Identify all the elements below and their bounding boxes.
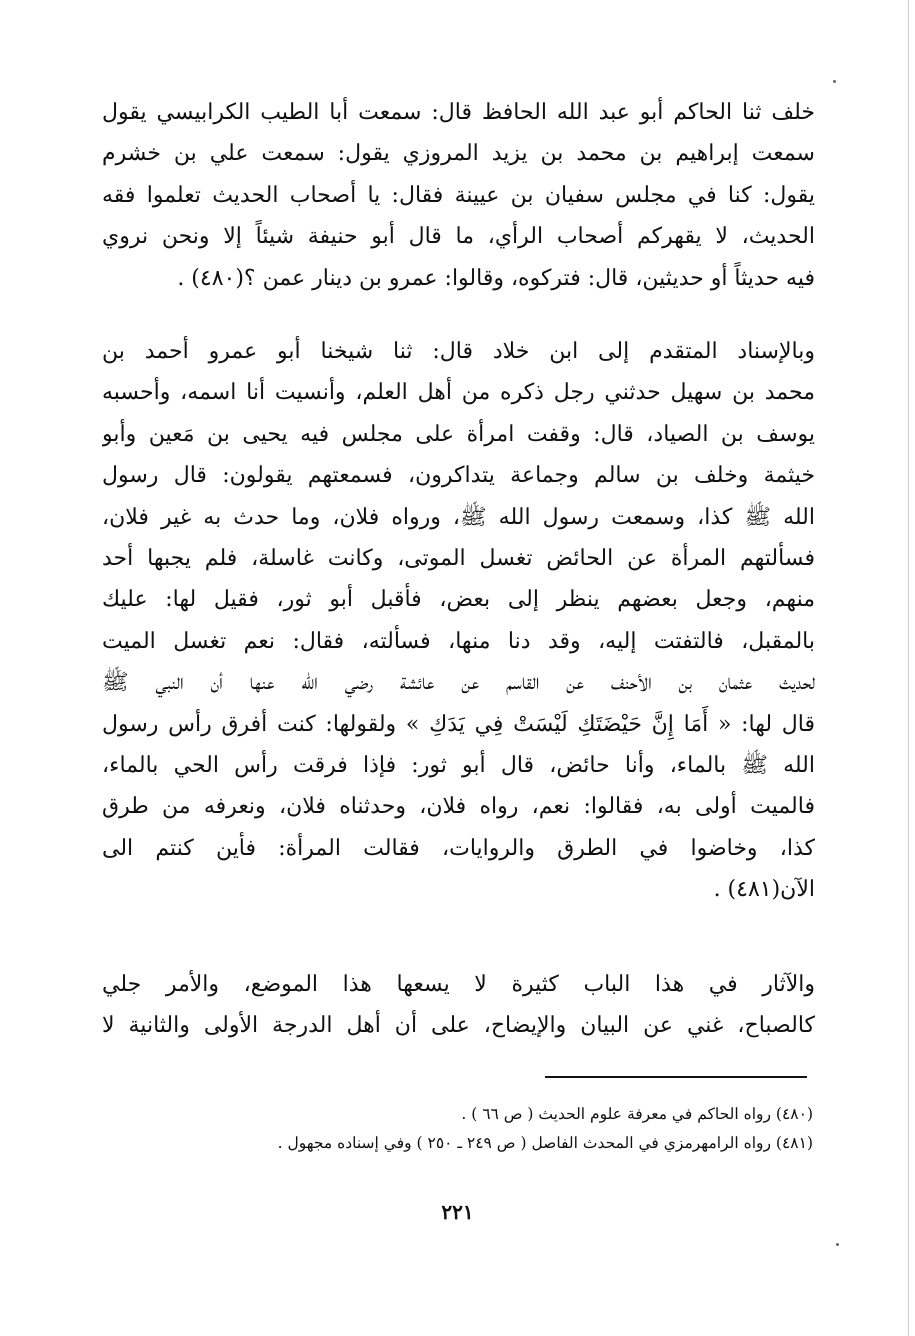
text-line: والآثار في هذا الباب كثيرة لا يسعها هذا الموضع، والأمر جلي [102,972,815,997]
page-number: ٢٢١ [441,1200,474,1224]
text-line: خيثمة وخلف بن سالم وجماعة يتداكرون، فسمعتهم يقولون: قال رسول [102,463,815,489]
paragraph-1 [102,92,815,299]
scan-speck [836,1243,839,1246]
footnote-481: (٤٨١) رواه الرامهرمزي في المحدث الفاصل ( ص ٢٤٩ ـ ٢٥٠ ) وفي إسناده مجهول . [277,1134,813,1152]
text-line: قال لها: « أَمَا إِنَّ حَيْضَتَكِ لَيْسَتْ فِي يَدَكِ » ولقولها: كنت أفرق رأس رسول [102,711,815,737]
text-line: فسألتهم المرأة عن الحائض تغسل الموتى، وكانت غاسلة، فلم يجبها أحد [102,546,815,572]
text-line: يقول: كنا في مجلس سفيان بن عيينة فقال: يا أصحاب الحديث تعلموا فقه [102,182,815,208]
text-line: خلف ثنا الحاكم أبو عبد الله الحافظ قال: سمعت أبا الطيب الكرابيسي يقول [102,100,815,125]
text-line: الله ﷺ بالماء، وأنا حائض، قال أبو ثور: فإذا فرقت رأس الحي بالماء، [102,753,815,779]
text-line: كذا، وخاضوا في الطرق والروايات، فقالت المرأة: فأين كنتم الى [102,835,815,861]
footnote-separator [545,1076,807,1078]
scan-speck [833,80,836,83]
text-line: الله ﷺ كذا، وسمعت رسول الله ﷺ، ورواه فلان، وما حدث به غير فلان، [102,504,815,530]
paragraph-3 [102,964,815,1047]
text-line: فالميت أولى به، فقالوا: نعم، رواه فلان، وحدثناه فلان، ونعرفه من طرق [102,794,815,820]
text-line: بالمقبل، فالتفتت إليه، وقد دنا منها، فسألته، فقال: نعم تغسل الميت [102,628,815,654]
text-line: الآن(٤٨١) . [713,877,815,903]
text-line: فيه حديثاً أو حديثين، قال: فتركوه، وقالوا: عمرو بن دينار عمن ؟(٤٨٠) . [177,265,815,291]
text-line: وبالإسناد المتقدم إلى ابن خلاد قال: ثنا شيخنا أبو عمرو أحمد بن [102,339,815,364]
scan-edge-line [908,0,909,1336]
footnotes [113,1100,813,1158]
text-line: يوسف بن الصياد، قال: وقفت امرأة على مجلس فيه يحيى بن مَعين وأبو [102,421,815,447]
text-line: محمد بن سهيل حدثني رجل ذكره من أهل العلم، وأنسيت أنا اسمه، وأحسبه [102,380,815,406]
text-line: منهم، وجعل بعضهم ينظر إلى بعض، فأقبل أبو ثور، فقيل لها: عليك [102,587,815,613]
paragraph-2 [102,331,815,911]
text-line: الحديث، لا يقهركم أصحاب الرأي، ما قال أبو حنيفة شيئاً إلا ونحن نروي [102,224,815,250]
text-line: سمعت إبراهيم بن محمد بن يزيد المروزي يقول: سمعت علي بن خشرم [102,141,815,167]
text-line: كالصباح، غني عن البيان والإيضاح، على أن أهل الدرجة الأولى والثانية لا [102,1013,815,1039]
text-line: لحديث عثمان بن الأحنف عن القاسم عن عائشة رضي الله عنها أن النبي ﷺ [102,670,815,696]
footnote-480: (٤٨٠) رواه الحاكم في معرفة علوم الحديث ( ص ٦٦ ) . [461,1105,813,1123]
